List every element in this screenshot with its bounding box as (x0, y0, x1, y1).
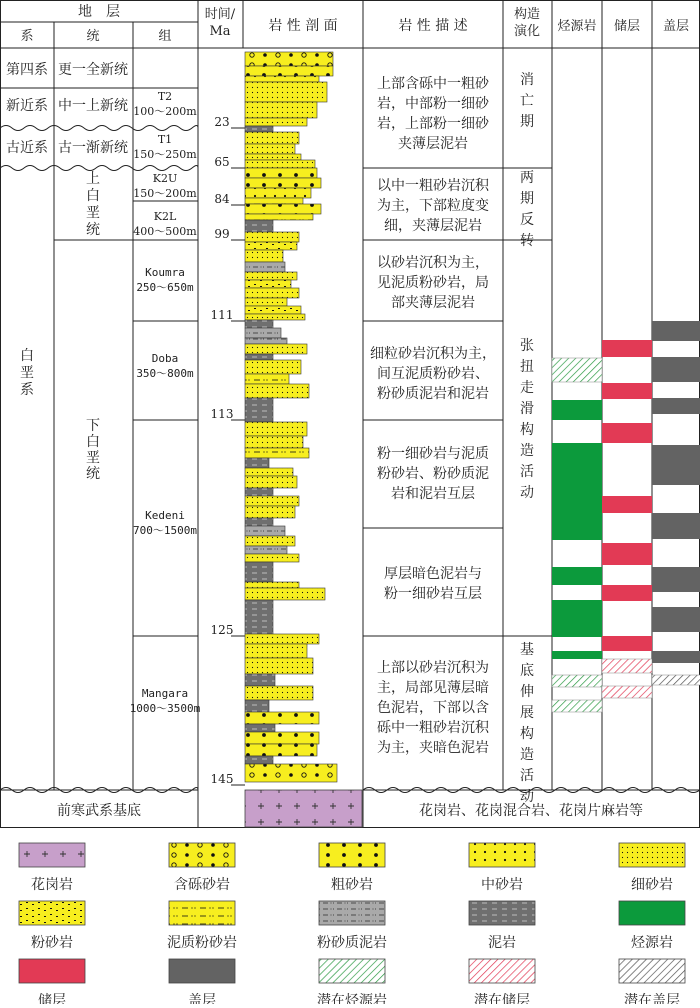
legend-swatch-siltymud (319, 901, 385, 925)
legend-label: 粗砂岩 (331, 877, 373, 893)
system-label: 古近系 (6, 140, 48, 156)
lithology-bed-mud (245, 354, 273, 360)
lithology-bed-mud (245, 126, 273, 132)
tectonic-stage: 张扭走滑构造活动 (520, 338, 534, 501)
lithology-bed-muddysilt (245, 214, 313, 220)
legend-label: 泥岩 (488, 935, 516, 951)
header-tectonic (514, 6, 540, 39)
legend-label: 细砂岩 (631, 877, 673, 893)
petroleum-interval-reservoir (602, 423, 652, 443)
petroleum-interval-cap (652, 607, 700, 632)
lithology-bed-mud (245, 488, 273, 496)
tectonic-stage: 消亡期 (520, 72, 534, 130)
legend-label: 储层 (38, 993, 66, 1004)
lithology-bed-fine (245, 288, 299, 298)
legend-label: 潜在储层 (474, 993, 530, 1004)
legend-label: 泥质粉砂岩 (167, 935, 237, 951)
series-label: 中一上新统 (58, 98, 128, 114)
lithology-bed-pebbly (245, 764, 337, 782)
legend-label: 粉砂岩 (31, 935, 73, 951)
age-label: 113 (210, 407, 234, 421)
legend-swatch-cap (169, 959, 235, 983)
formation-label: Mangara 1000～3500m (129, 687, 201, 715)
tectonic-stage: 两期反转 (520, 170, 534, 249)
lithology-description: 以砂岩沉积为主，见泥质粉砂岩，局部夹薄层泥岩 (377, 255, 489, 311)
legend-swatch-muddysilt (169, 901, 235, 925)
lithology-bed-mud (245, 220, 273, 232)
lithology-description: 上部以砂岩沉积为主，局部见薄层暗色泥岩，下部以含砾中一粗砂岩沉积为主，夹暗色泥岩 (377, 660, 489, 756)
lithology-bed-fine (245, 160, 315, 168)
lithology-bed-fine (245, 686, 313, 700)
lithology-bed-fine (245, 154, 301, 160)
header-lithology-profile: 岩 性 剖 面 (268, 18, 338, 34)
legend-label: 潜在烃源岩 (317, 993, 387, 1004)
legend-swatch-mud (469, 901, 535, 925)
legend-label: 花岗岩 (31, 877, 73, 893)
series-label: 上白垩统 (86, 171, 100, 238)
legend-swatch-psource (319, 959, 385, 983)
legend-label: 盖层 (188, 993, 216, 1004)
petroleum-interval-psource (552, 700, 602, 712)
lithology-bed-muddysilt (245, 374, 289, 384)
petroleum-interval-psource (552, 675, 602, 687)
lithology-bed-silt (245, 306, 301, 314)
lithology-bed-fine (245, 314, 305, 320)
petroleum-interval-reservoir (602, 585, 652, 601)
formation-label: Koumra 250～650m (136, 266, 194, 294)
petroleum-interval-preservoir (602, 686, 652, 698)
lithology-bed-muddysilt (245, 448, 309, 458)
svg-text:时间/Ma: 时间/ Ma (204, 7, 236, 39)
age-label: 111 (210, 308, 234, 322)
lithology-bed-fine (245, 588, 325, 600)
lithology-bed-fine (245, 384, 309, 398)
lithology-bed-fine (245, 634, 319, 644)
formation-label: T2 100～200m (133, 90, 197, 118)
lithology-bed-fine (245, 132, 299, 144)
petroleum-interval-preservoir (602, 659, 652, 673)
lithology-bed-fine (245, 436, 303, 448)
petroleum-interval-reservoir (602, 383, 652, 399)
lithology-bed-fine (245, 298, 287, 306)
lithology-bed-siltymud (245, 328, 281, 338)
legend-label: 烃源岩 (631, 935, 673, 951)
lithology-bed-coarse (245, 168, 317, 178)
lithology-bed-mud (245, 458, 269, 468)
petroleum-interval-reservoir (602, 496, 652, 513)
formation-label: T1 150～250m (133, 133, 197, 161)
lithology-bed-fine (245, 468, 293, 476)
lithology-bed-pebbly (245, 52, 333, 66)
petroleum-interval-source (552, 443, 602, 540)
legend-swatch-source (619, 901, 685, 925)
lithology-bed-coarse (245, 204, 321, 214)
petroleum-interval-cap (652, 513, 700, 539)
lithology-bed-fine (245, 118, 307, 126)
legend-swatch-pcap (619, 959, 685, 983)
petroleum-interval-reservoir (602, 636, 652, 651)
legend-label: 含砾砂岩 (174, 877, 230, 893)
lithology-bed-coarse (245, 66, 333, 76)
petroleum-interval-reservoir (602, 543, 652, 565)
lithology-bed-fine (245, 506, 295, 518)
legend-swatch-granite (19, 843, 85, 867)
formation-label: Kedeni 700～1500m (133, 509, 197, 537)
header-source: 烃源岩 (557, 19, 597, 34)
lithology-bed-fine (245, 422, 307, 436)
lithology-bed-fine (245, 496, 299, 506)
age-label: 65 (214, 155, 230, 169)
system-label: 第四系 (6, 62, 48, 78)
legend-swatch-silt (19, 901, 85, 925)
lithology-bed-fine (245, 536, 295, 546)
age-label: 84 (214, 192, 230, 206)
formation-label: Doba 350～800m (136, 352, 194, 380)
legend-swatch-preservoir (469, 959, 535, 983)
legend-label: 粉砂质泥岩 (317, 935, 387, 951)
lithology-bed-coarse (245, 178, 321, 188)
petroleum-interval-cap (652, 398, 700, 414)
lithology-bed-fine (245, 272, 297, 280)
lithology-description: 以中一粗砂岩沉积为主，下部粒度变细，夹薄层泥岩 (377, 178, 489, 234)
lithology-bed-mud (245, 756, 273, 764)
age-label: 145 (210, 772, 234, 786)
lithology-bed-mud (245, 724, 275, 732)
series-label: 更一全新统 (58, 62, 128, 78)
petroleum-interval-psource (552, 358, 602, 382)
petroleum-interval-source (552, 567, 602, 585)
lithology-bed-siltymud (245, 546, 287, 554)
petroleum-interval-pcap (652, 675, 700, 685)
lithology-bed-fine (245, 250, 283, 262)
basement-desc: 花岗岩、花岗混合岩、花岗片麻岩等 (419, 803, 643, 819)
petroleum-interval-cap (652, 567, 700, 592)
lithology-bed-silt (245, 242, 297, 250)
lithology-bed-coarse (245, 744, 317, 756)
svg-text:构造演化: 构造演化 (513, 7, 541, 39)
system-label: 白垩系 (20, 348, 34, 398)
lithology-bed-fine (245, 658, 313, 674)
lithology-bed-fine (245, 144, 295, 154)
lithology-bed-silt (245, 280, 291, 288)
lithology-bed-mud (245, 518, 273, 526)
age-label: 125 (210, 623, 234, 637)
lithology-bed-mud (245, 398, 273, 422)
header-time (205, 6, 236, 39)
basement-name: 前寒武系基底 (57, 803, 141, 819)
petroleum-interval-reservoir (602, 340, 652, 357)
header-system: 系 (20, 29, 34, 44)
series-label: 古一渐新统 (58, 140, 128, 156)
lithology-bed-fine (245, 582, 299, 588)
lithology-bed-fine (245, 360, 301, 374)
lithology-bed-mud (245, 674, 275, 686)
header-cap: 盖层 (662, 19, 690, 34)
petroleum-interval-cap (652, 357, 700, 382)
lithology-bed-fine (245, 644, 307, 658)
formation-label: K2L 400～500m (133, 210, 197, 238)
header-reservoir: 储层 (613, 19, 641, 34)
lithology-description: 细粒砂岩沉积为主，间互泥质粉砂岩、粉砂质泥岩和泥岩 (370, 346, 496, 402)
lithology-bed-siltymud (245, 338, 287, 344)
lithology-bed-fine (245, 102, 317, 118)
basement-granite-block (245, 790, 362, 827)
petroleum-interval-source (552, 600, 602, 637)
system-label: 新近系 (6, 98, 48, 114)
lithology-description: 粉一细砂岩与泥质粉砂岩、粉砂质泥岩和泥岩互层 (377, 446, 489, 502)
formation-label: K2U 150～200m (133, 172, 197, 200)
legend-label: 中砂岩 (481, 877, 523, 893)
legend-swatch-medium (469, 843, 535, 867)
lithology-description: 厚层暗色泥岩与粉一细砂岩互层 (384, 566, 482, 602)
petroleum-interval-source (552, 651, 602, 659)
legend-swatch-pebbly (169, 843, 235, 867)
lithology-bed-siltymud (245, 526, 285, 536)
age-label: 99 (214, 227, 230, 241)
lithology-bed-fine (245, 476, 297, 488)
lithology-bed-muddysilt (245, 198, 303, 204)
legend-label: 潜在盖层 (624, 993, 680, 1004)
lithology-bed-coarse (245, 712, 319, 724)
lithology-bed-fine (245, 554, 299, 562)
series-label: 下白垩统 (86, 418, 100, 482)
header-strata: 地 层 (78, 4, 120, 20)
header-series: 统 (86, 29, 100, 44)
header-lithology-desc: 岩 性 描 述 (398, 18, 468, 34)
lithology-description: 上部含砾中一粗砂岩，中部粉一细砂岩，上部粉一细砂夹薄层泥岩 (377, 76, 489, 152)
header-formation: 组 (158, 29, 172, 44)
legend-swatch-fine (619, 843, 685, 867)
legend-swatch-reservoir (19, 959, 85, 983)
lithology-bed-medium (245, 188, 311, 198)
age-label: 23 (214, 115, 230, 129)
lithology-bed-siltymud (245, 262, 285, 272)
lithology-bed-mud (245, 600, 273, 634)
tectonic-stage: 基底伸展构造活动 (520, 642, 534, 805)
petroleum-interval-cap (652, 445, 700, 485)
lithology-bed-fine (245, 344, 307, 354)
lithology-bed-coarse (245, 732, 319, 744)
petroleum-interval-cap (652, 651, 700, 663)
lithology-bed-fine (245, 232, 299, 242)
legend-swatch-coarse (319, 843, 385, 867)
petroleum-interval-source (552, 400, 602, 420)
petroleum-interval-cap (652, 321, 700, 341)
lithology-bed-medium (245, 76, 319, 82)
lithology-bed-mud (245, 562, 273, 582)
lithology-bed-mud (245, 320, 273, 328)
lithology-bed-fine (245, 82, 327, 102)
lithology-bed-mud (245, 700, 269, 712)
